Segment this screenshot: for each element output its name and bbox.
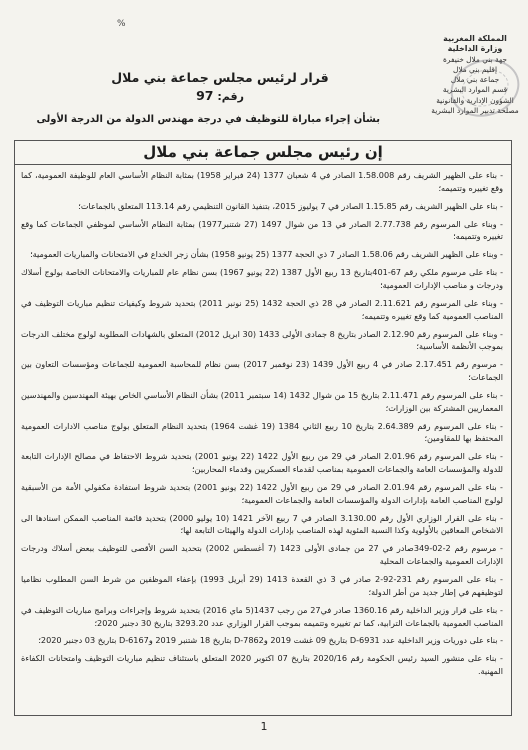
list-item: - وبناء على الظهير الشريف رقم 1.58.06 الصادر 7 ذي الحجة 1377 (25 يونيو 1958) بشأن زجر الخداع في الامتحانات والمباريات العمومية؛ [30,249,503,260]
issuer-line: جماعة بني ملال [450,75,500,85]
list-item: - بناء على المرسوم رقم 2.01.94 الصادر في 29 من ربيع الأول 1422 (22 يونيو 2001) بتحديد شروط استفادة مكفولي الأمة من الأسبقية لولوج المناصب العامة بإدارات الدولة والمؤسسات العامة والجماعات العمومية؛ [21,481,503,505]
issuer-line: الشؤون الإدارية والقانونية [436,95,514,105]
decision-number-label: رقم: [217,90,244,103]
legal-basis-list [15,165,511,678]
list-item: - بناء على المرسوم رقم 2.11.471 بتاريخ 15 من شوال 1432 (14 سبتمبر 2011) بشأن النظام الأساسي الخاص بهيئة المهندسين والمهندسين المعماريين المشتركة بين الوزارات؛ [21,389,503,413]
decision-number-value: 97 [196,88,214,103]
issuer-line: قسم الموارد البشرية [442,85,508,95]
issuer-line: إقليم بني ملال [452,64,498,74]
list-item: - بناء على الظهير الشريف رقم 1.58.008 الصادر في 4 شعبان 1377 (24 فبراير 1958) بمثابة النظام الأساسي العام للوظيفة العمومية، كما وقع تغييره وتتميمه؛ [21,170,503,193]
list-item: - بناء على المرسوم رقم 231-92-2 صادر في 3 ذي القعدة 1413 (29 أبريل 1993) بإعفاء الموظفين من شرط السن المطلوب نظاميا لتوظيفهم في إطار جديد من أطر الدولة؛ [21,574,503,597]
list-item: - وبناء على المرسوم رقم 2.77.738 الصادر في 13 من شوال 1497 (27 شتنبر1977) بمثابة النظام الأساسي لموظفي الجماعات كما وقع تغييره وتتميمه؛ [21,218,503,242]
list-item: - بناء على المرسوم رقم 2.64.389 بتاريخ 10 ربيع الثاني 1384 (19 غشت 1964) بتحديد النظام المتعلق بولوج مناصب الادارات العمومية المحتفظ بها للمقاومين؛ [21,420,503,444]
page-number: 1 [260,720,268,733]
issuer-line: مصلحة تدبير الموارد البشرية [431,106,519,116]
list-item: - بناء على دوريات وزير الداخلية عدد D-6931 بتاريخ 09 غشت 2019 وD-7862 بتاريخ 18 شتنبر 2019 وD-6167 بتاريخ 03 دجنبر 2020؛ [38,635,503,646]
issuer-line: وزارة الداخلية [447,44,503,54]
decision-subject: بشأن إجراء مباراة للتوظيف في درجة مهندس الدولة من الدرجة الأولى [36,114,380,125]
list-item: - بناء على قرار وزير الداخلية رقم 1360.16 صادر في27 من رجب 1437(5 ماي 2016) بتحديد شروط وإجراءات وبرامج مباريات التوظيف في المناصب العمومية بالجماعات الترابية، كما تم تغييره وتتميمه بموجب القرار الوزاري عدد 3293.20 بتاريخ 30 دجنبر 2020؛ [21,604,503,628]
decision-title-block [36,70,380,127]
frame-heading: إن رئيس مجلس جماعة بني ملال [15,141,511,165]
list-item: - بناء على المرسوم رقم 2.01.96 الصادر في 29 من ربيع الأول 1422 (22 يونيو 2001) بتحديد شروط الاحتفاظ في مصالح الإدارات التابعة للدولة والمؤسسات العامة والجماعات العمومية بمناصب لقدماء العسكريين وقدماء المحاربين؛ [21,451,503,475]
list-item: - بناء على الظهير الشريف رقم 1.15.85 الصادر في 7 يوليوز 2015، بتنفيذ القانون التنظيمي رقم 113.14 المتعلق بالجماعات؛ [78,200,503,211]
list-item: - مرسوم رقم 2.17.451 صادر في 4 ربيع الأول 1439 (23 نوفمبر 2017) بسن نظام للمحاسبة العمومية للجماعات ومؤسسات التعاون بين الجماعات؛ [21,359,503,383]
list-item: - بناء على منشور السيد رئيس الحكومة رقم 2020/16 بتاريخ 07 اكتوبر 2020 المتعلق باستئناف تنظيم مباريات التوظيف وامتحانات الكفاءة المهنية. [21,653,503,677]
list-item: - مرسوم رقم 2-02-349صادر في 27 من جمادى الأولى 1423 (7 أغسطس 2002) بتحديد السن الأقصى للتوظيف ببعض أسلاك ودرجات الإدارات العمومية والجماعات المحلية [21,543,503,567]
list-item: - بناء على القرار الوزاري الأول رقم 3.130.00 الصادر في 7 ربيع الآخر 1421 (10 يوليو 2000) بتحديد قائمة المناصب الممكن اسنادها الى الاشخاص المعاقين بالأولوية وكذا النسبة المئوية لهذه المناصب بإدارات الدولة والهيئات التابعة لها؛ [21,512,504,536]
issuer-line: المملكة المغربية [443,34,507,43]
list-item: - وبناء على المرسوم رقم 2.11.621 الصادر في 28 ذي الحجة 1432 (25 نونبر 2011) بتحديد شروط وكيفيات تنظيم مباريات التوظيف في المناصب العمومية كما وقع تغييره وتتميمه؛ [21,297,503,321]
list-item: - وبناء على المرسوم رقم 2.12.90 الصادر بتاريخ 8 جمادى الأولى 1433 (30 ابريل 2012) المتعلق بالشهادات المطلوبة لولوج مختلف الدرجات بموجب الأنظمة الأساسية؛ [21,328,503,352]
corner-mark: % [117,19,126,29]
decision-title: قرار لرئيس مجلس جماعة بني ملال [111,70,329,85]
decision-body-frame [14,140,512,716]
decision-number [60,88,380,105]
issuer-line: جهة بني ملال خنيفرة [443,54,507,64]
list-item: - بناء على مرسوم ملكي رقم 67-401بتاريخ 13 ربيع الأول 1387 (22 يونيو 1967) بسن نظام عام للمباريات والامتحانات الخاصة بولوج أسلاك ودرجات و مناصب الإدارات العمومية؛ [21,267,504,290]
